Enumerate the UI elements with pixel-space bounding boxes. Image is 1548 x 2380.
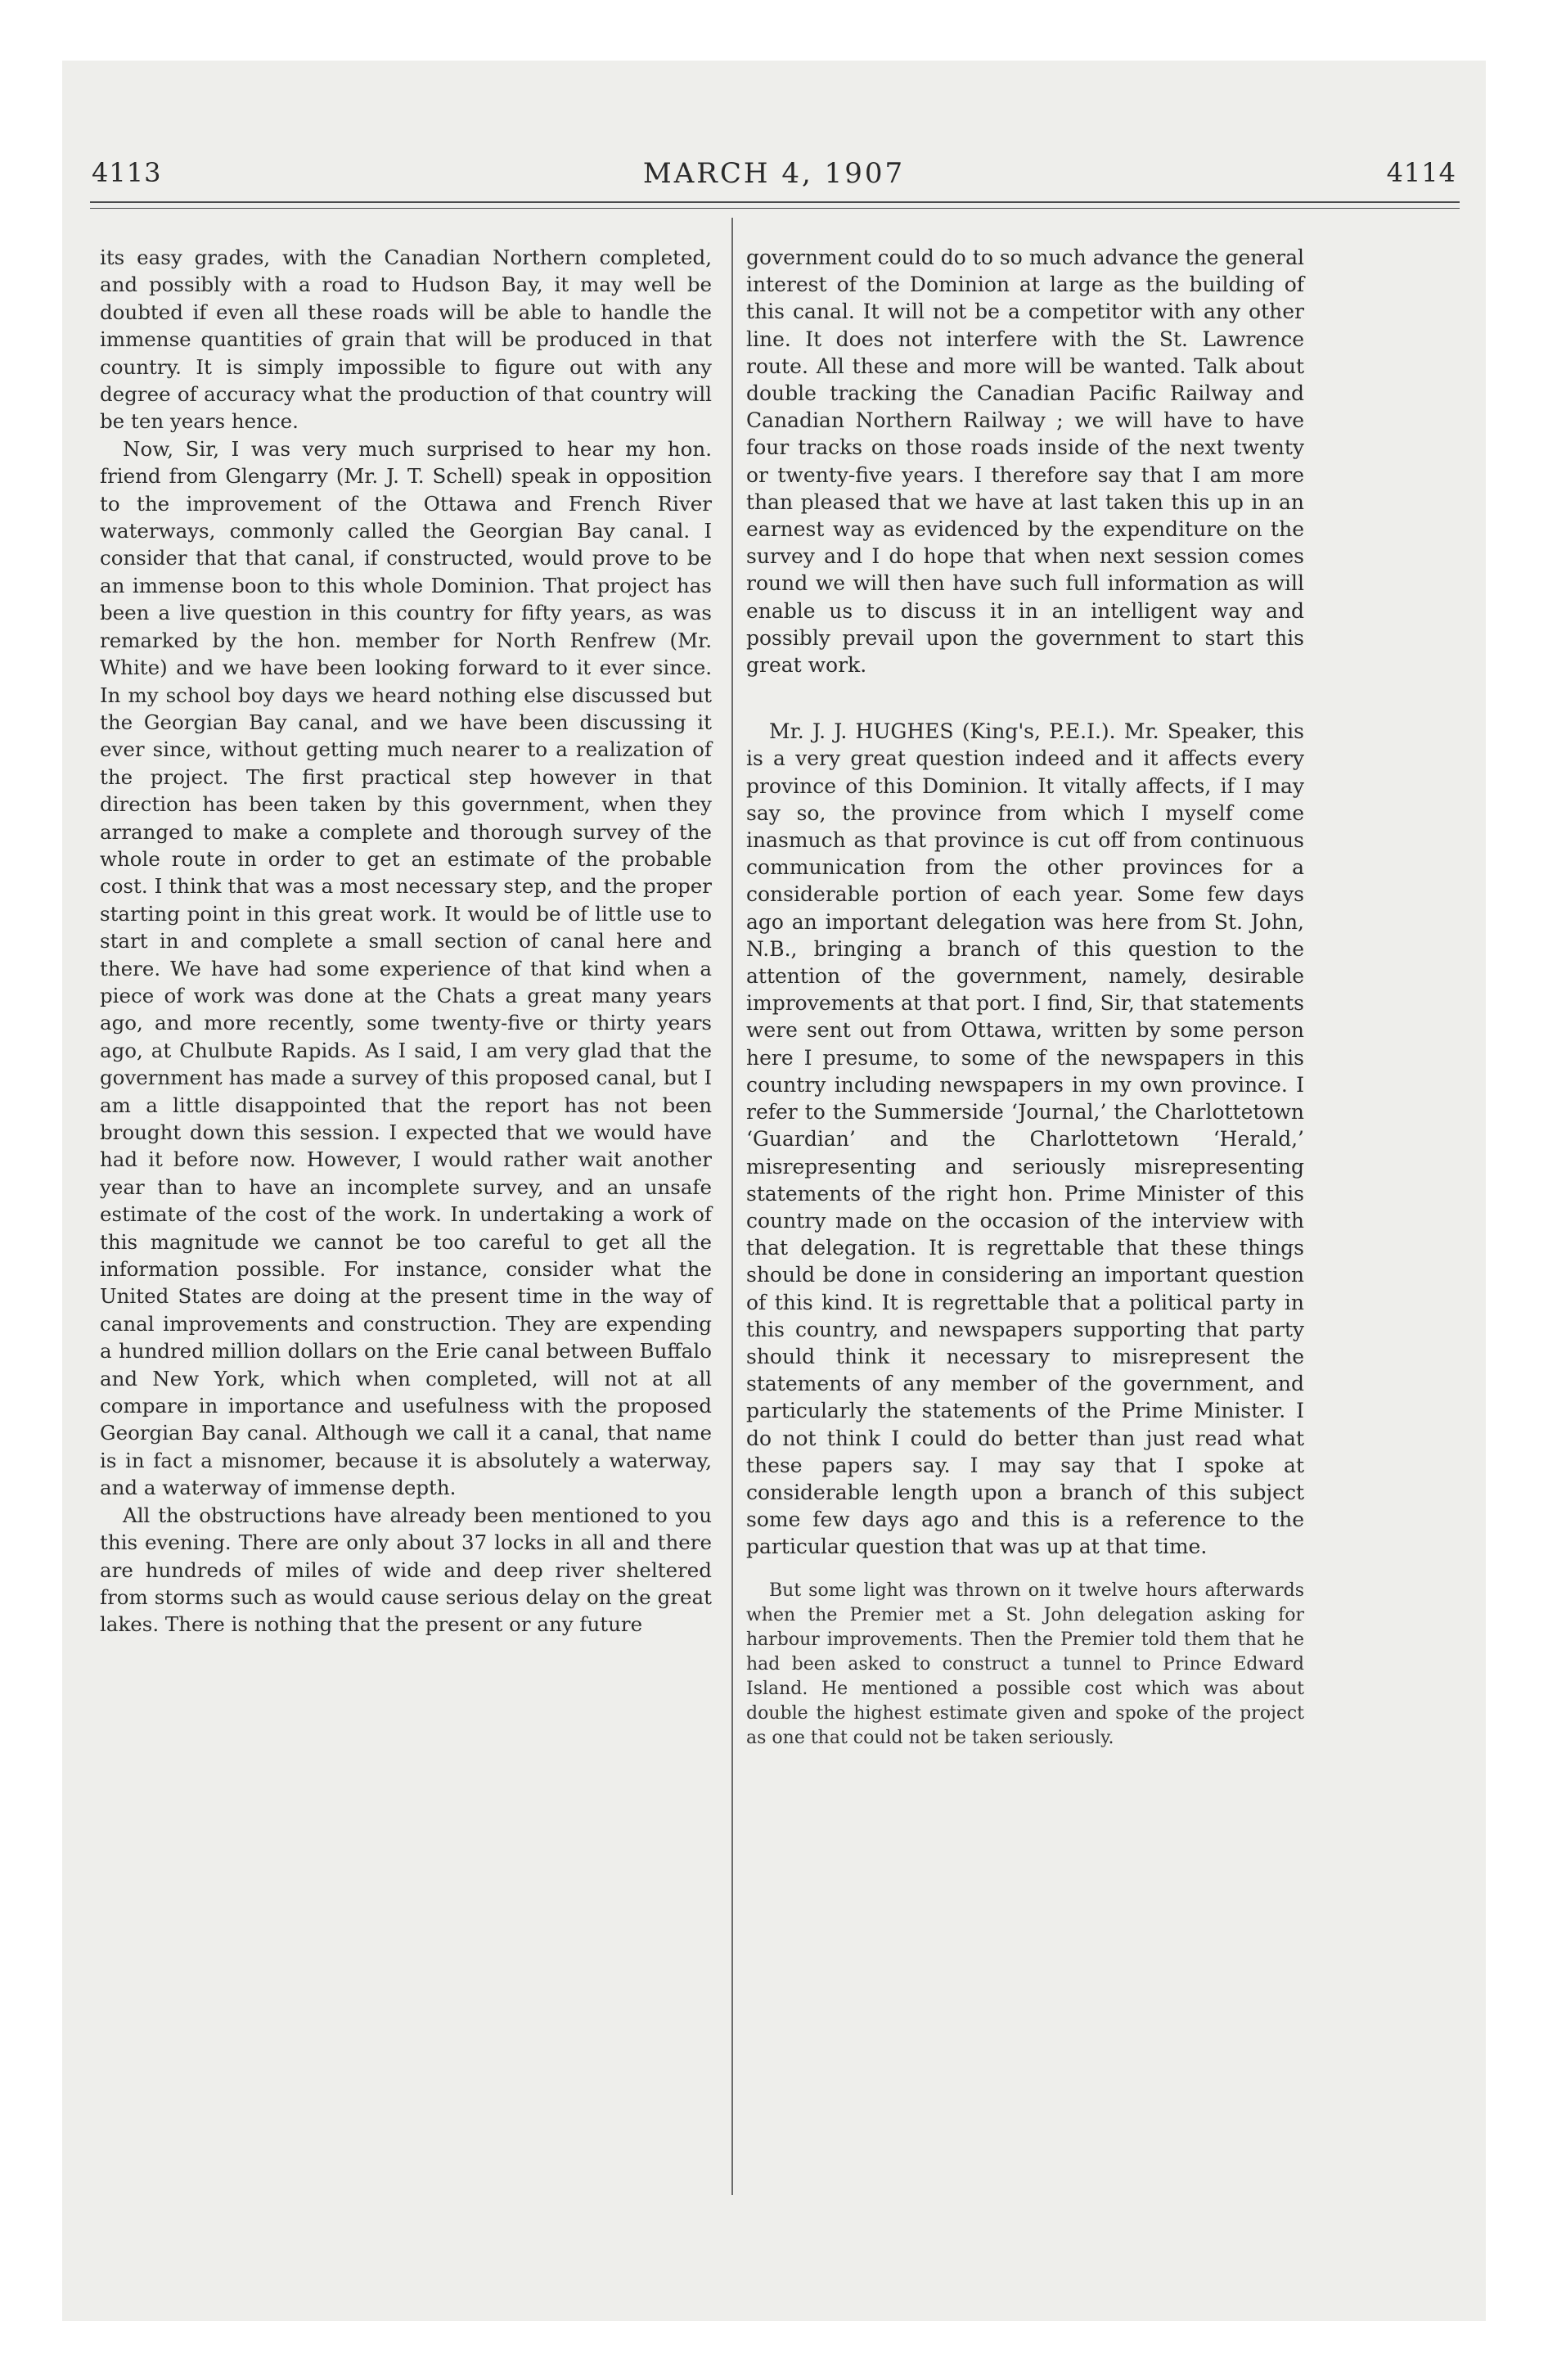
right-paragraph-1: government could do to so much advance the general interest of the Dominion at large as the building of this canal. It will not be a competitor with any other line. It does not interfere with the St. Lawrence route. All these and more will be wanted. Talk about double tracking the Canadian Pacific Railway and Canadian Northern Railway ; we will have to have four tracks on those roads inside of the next twenty or twenty-five years. I therefore say that I am more than pleased that we have at last taken this up in an earnest way as evidenced by the expenditure on the survey and I do hope that when next session comes round we will then have such full information as will enable us to discuss it in an intelligent way and possibly prevail upon the government to start this great work. [746, 246, 1304, 678]
left-paragraph-3: All the obstructions have already been mentioned to you this evening. There are only about 37 locks in all and there are hundreds of miles of wide and deep river sheltered from storms such as would cause serious delay on the great lakes. There is nothing that the present or any future [100, 1503, 712, 1637]
page-number-left: 4113 [92, 157, 162, 188]
left-paragraph-2: Now, Sir, I was very much surprised to hear my hon. friend from Glengarry (Mr. J. T. Schell) speak in opposition to the improvement of the Ottawa and French River waterways, commonly called the Georgian Bay canal. I consider that that canal, if constructed, would prove to be an immense boon to this whole Dominion. That project has been a live question in this country for fifty years, as was remarked by the hon. member for North Renfrew (Mr. White) and we have been looking forward to it ever since. In my school boy days we heard nothing else discussed but the Georgian Bay canal, and we have been discussing it ever since, without getting much nearer to a realization of the project. The first practical step however in that direction has been taken by this government, when they arranged to make a complete and thorough survey of the whole route in order to get an estimate of the probable cost. I think that was a most necessary step, and the proper starting point in this great work. It would be of little use to start in and complete a small section of canal here and there. We have had some experience of that kind when a piece of work was done at the Chats a great many years ago, and more recently, some twenty-five or thirty years ago, at Chulbute Rapids. As I said, I am very glad that the government has made a survey of this proposed canal, but I am a little disappointed that the report has not been brought down this session. I expected that we would have had it before now. However, I would rather wait another year than to have an incomplete survey, and an unsafe estimate of the cost of the work. In undertaking a work of this magnitude we cannot be too careful to get all the information possible. For instance, consider what the United States are doing at the present time in the way of canal improvements and construction. They are expending a hundred million dollars on the Erie canal between Buffalo and New York, which when completed, will not at all compare in importance and usefulness with the proposed Georgian Bay canal. Although we call it a canal, that name is in fact a misnomer, because it is absolutely a waterway, and a waterway of immense depth. [100, 436, 712, 1500]
left-column [100, 244, 712, 1639]
right-paragraph-hughes: Mr. J. J. HUGHES (King's, P.E.I.). Mr. Speaker, this is a very great question indeed and it affects every province of this Dominion. It vitally affects, if I may say so, the province from which I myself come inasmuch as that province is cut off from continuous communication from the other provinces for a considerable portion of each year. Some few days ago an important delegation was here from St. John, N.B., bringing a branch of this question to the attention of the government, namely, desirable improvements at that port. I find, Sir, that statements were sent out from Ottawa, written by some person here I presume, to some of the newspapers in this country including newspapers in my own province. I refer to the Summerside ‘Journal,’ the Charlottetown ‘Guardian’ and the Charlottetown ‘Herald,’ misrepresenting and seriously misrepresenting statements of the right hon. Prime Minister of this country made on the occasion of the interview with that delegation. It is regrettable that these things should be done in considering an important question of this kind. It is regrettable that a political party in this country, and newspapers supporting that party should think it necessary to misrepresent the statements of any member of the government, and particularly the statements of the Prime Minister. I do not think I could do better than just read what these papers say. I may say that I spoke at considerable length upon a branch of this subject some few days ago and this is a reference to the particular question that was up at that time. [746, 719, 1304, 1559]
page-number-right: 4114 [1386, 157, 1456, 188]
column-divider [731, 218, 733, 2195]
header-rule-top [90, 201, 1460, 203]
header-rule-bottom [90, 208, 1460, 209]
page-date: MARCH 4, 1907 [642, 157, 906, 190]
scanned-page [62, 61, 1486, 2321]
left-paragraph-1: its easy grades, with the Canadian Northern completed, and possibly with a road to Hudson Bay, it may well be doubted if even all these roads will be able to handle the immense quantities of grain that will be produced in that country. It is simply impossible to figure out with any degree of accuracy what the production of that country will be ten years hence. [100, 246, 712, 434]
right-column [746, 244, 1304, 1751]
quoted-newspaper-excerpt: But some light was thrown on it twelve hours afterwards when the Premier met a St. John delegation asking for harbour improvements. Then the Premier told them that he had been asked to construct a tunnel to Prince Edward Island. He mentioned a possible cost which was about double the highest estimate given and spoke of the project as one that could not be taken seriously. [746, 1580, 1304, 1748]
